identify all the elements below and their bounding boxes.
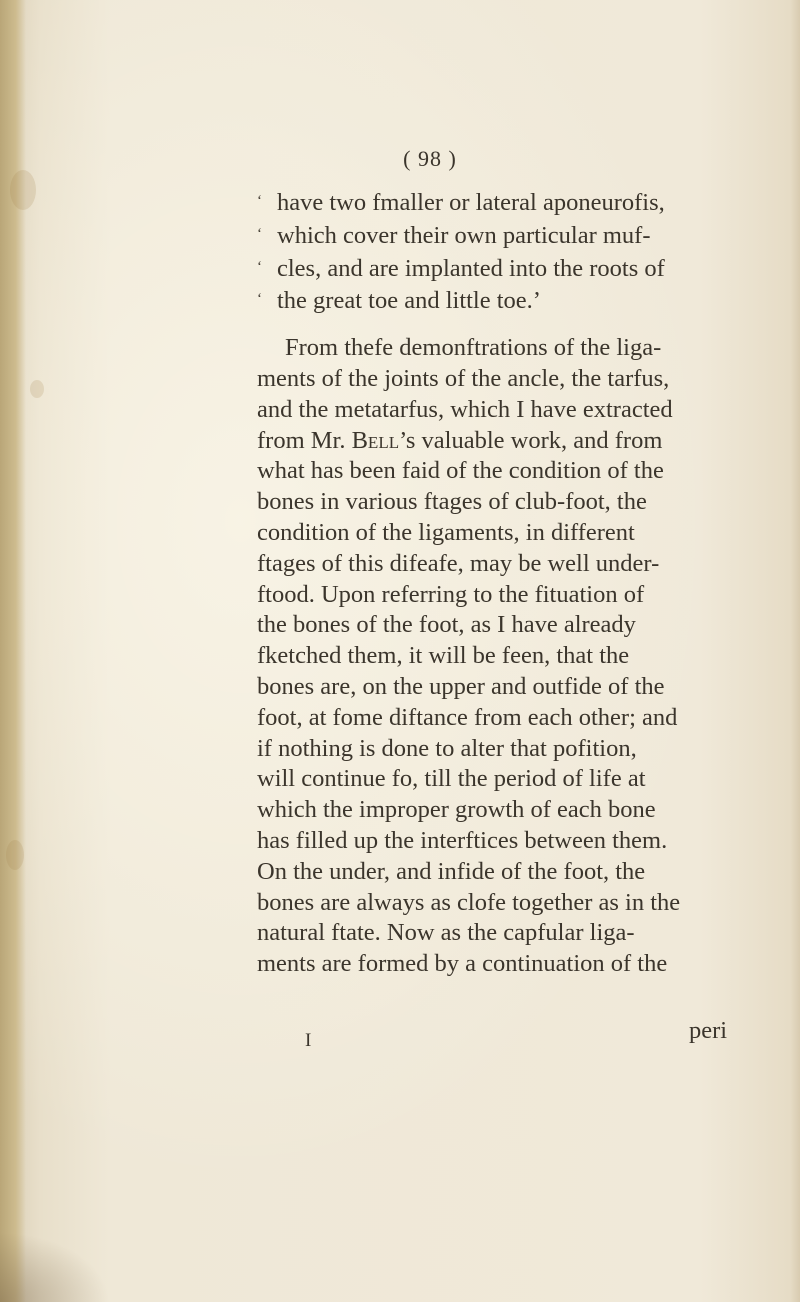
paragraph-line: ments of the joints of the ancle, the tarfus, — [257, 364, 670, 392]
paragraph-line: has filled up the interftices between them. — [257, 826, 668, 854]
quote-line: ‘ have two fmaller or lateral aponeurofis, — [257, 189, 665, 216]
paragraph-line: natural ftate. Now as the capfular liga- — [257, 919, 635, 947]
paragraph-line: and the metatarfus, which I have extracted — [257, 395, 673, 423]
paragraph-line: bones in various ftages of club-foot, the — [257, 488, 647, 516]
paragraph-line: bones are always as clofe together as in the — [257, 888, 681, 916]
paragraph-line: ftages of this difeafe, may be well under- — [257, 549, 660, 577]
paragraph-line: foot, at fome diftance from each other; and — [257, 703, 678, 731]
paragraph-line: what has been faid of the condition of the — [257, 457, 664, 485]
paragraph-line: On the under, and infide of the foot, the — [257, 857, 646, 885]
paragraph-line: which the improper growth of each bone — [257, 796, 656, 824]
page-number-header: ( 98 ) — [403, 146, 457, 171]
paragraph-first-line: From thefe demonftrations of the liga- — [285, 334, 662, 362]
foxing-stain — [10, 170, 36, 210]
paragraph-line: fketched them, it will be feen, that the — [257, 642, 630, 670]
catchword: peri — [689, 1017, 728, 1044]
paragraph-line: ments are formed by a continuation of the — [257, 950, 668, 978]
paragraph-line: will continue fo, till the period of life at — [257, 765, 646, 793]
paragraph-line: bones are, on the upper and outfide of the — [257, 672, 665, 700]
paragraph-line: if nothing is done to alter that pofition, — [257, 734, 637, 762]
foxing-stain — [6, 840, 24, 870]
paragraph-line: from Mr. Bell’s valuable work, and from — [257, 426, 663, 454]
corner-wear — [0, 1232, 110, 1302]
quote-line: ‘ the great toe and little toe.’ — [257, 287, 541, 315]
signature-mark: I — [305, 1030, 312, 1051]
author-name: Bell — [351, 426, 400, 454]
body-text — [257, 140, 747, 980]
quote-line: ‘ cles, and are implanted into the roots of — [257, 254, 665, 282]
foxing-stain — [30, 380, 44, 398]
paragraph-line: the bones of the foot, as I have already — [257, 611, 636, 639]
quote-line: ‘ which cover their own particular muf- — [257, 221, 651, 249]
paragraph-line: ftood. Upon referring to the fituation of — [257, 580, 645, 608]
paragraph-line: condition of the ligaments, in different — [257, 518, 635, 546]
